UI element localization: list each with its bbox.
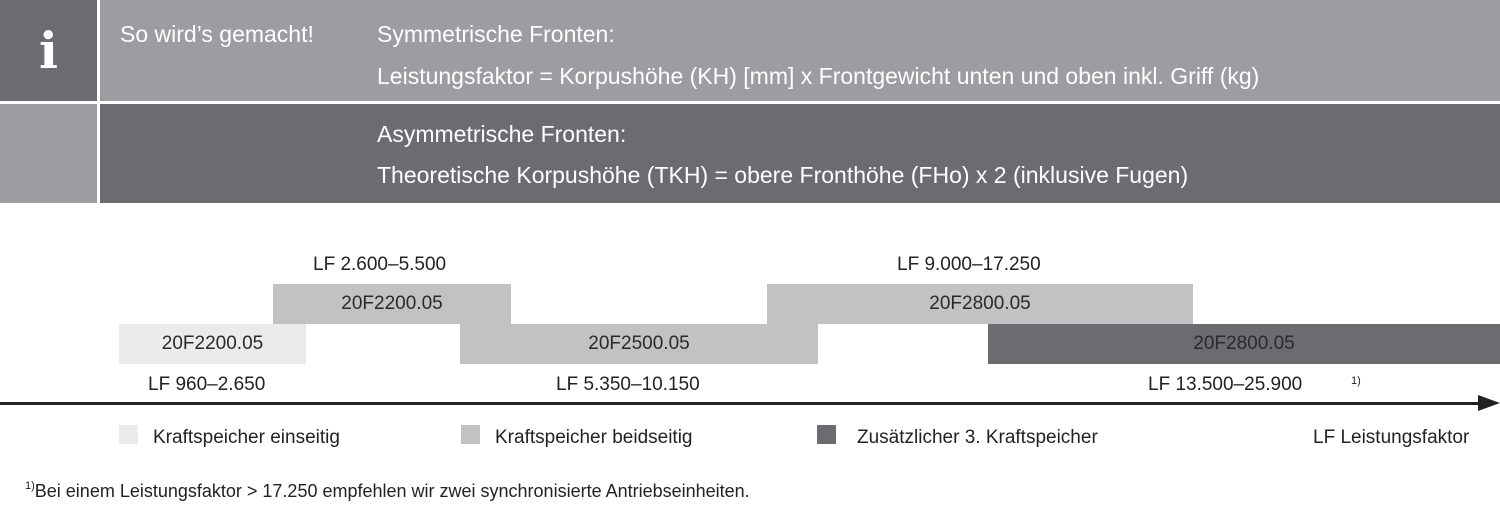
icon-cell-spacer <box>0 104 97 203</box>
range-label-2: LF 2.600–5.500 <box>313 254 447 275</box>
arrow-head-icon <box>1478 395 1500 411</box>
range-label-4: LF 9.000–17.250 <box>897 254 1041 275</box>
legend-swatch-beidseitig <box>461 425 480 444</box>
range-label-1: LF 960–2.650 <box>148 374 266 395</box>
info-icon: i <box>39 21 58 80</box>
bar-20F2800-beidseitig <box>767 284 1193 324</box>
footnote <box>25 481 750 502</box>
axis-label: LF Leistungsfaktor <box>1313 427 1470 448</box>
bar-20F2800-zusaetzlich <box>988 324 1500 364</box>
bar-label: 20F2500.05 <box>588 333 690 354</box>
legend-label-einseitig: Kraftspeicher einseitig <box>153 427 340 448</box>
legend-label-zusaetzlich: Zusätzlicher 3. Kraftspeicher <box>857 427 1098 448</box>
bar-label: 20F2200.05 <box>341 293 443 314</box>
symmetric-title: Symmetrische Fronten: <box>377 21 615 47</box>
range-label-3: LF 5.350–10.150 <box>556 374 700 395</box>
bar-label: 20F2800.05 <box>929 293 1031 314</box>
bar-20F2200-einseitig <box>119 324 306 364</box>
bar-label: 20F2200.05 <box>161 333 264 354</box>
asymmetric-formula: Theoretische Korpushöhe (TKH) = obere Fronthöhe (FHo) x 2 (inklusive Fugen) <box>377 162 1189 188</box>
how-to-heading: So wird’s gemacht! <box>120 21 314 47</box>
legend-swatch-zusaetzlich <box>817 425 836 444</box>
bar-20F2200-beidseitig <box>273 284 511 324</box>
legend-label-beidseitig: Kraftspeicher beidseitig <box>495 427 693 448</box>
asymmetric-title: Asymmetrische Fronten: <box>377 121 627 147</box>
range-label-5: LF 13.500–25.900 <box>1148 374 1303 395</box>
info-icon-cell <box>0 0 97 101</box>
bar-20F2500-beidseitig <box>460 324 818 364</box>
footnote-mark: 1) <box>25 480 35 492</box>
footnote-text: Bei einem Leistungsfaktor > 17.250 empfehlen wir zwei synchronisierte Antriebseinheiten. <box>34 481 750 501</box>
symmetric-formula: Leistungsfaktor = Korpushöhe (KH) [mm] x Frontgewicht unten und oben inkl. Griff (kg) <box>377 63 1260 89</box>
axis-line <box>0 402 1482 405</box>
footnote-marker: 1) <box>1351 375 1361 387</box>
legend-swatch-einseitig <box>119 425 138 444</box>
bar-label: 20F2800.05 <box>1193 333 1295 354</box>
